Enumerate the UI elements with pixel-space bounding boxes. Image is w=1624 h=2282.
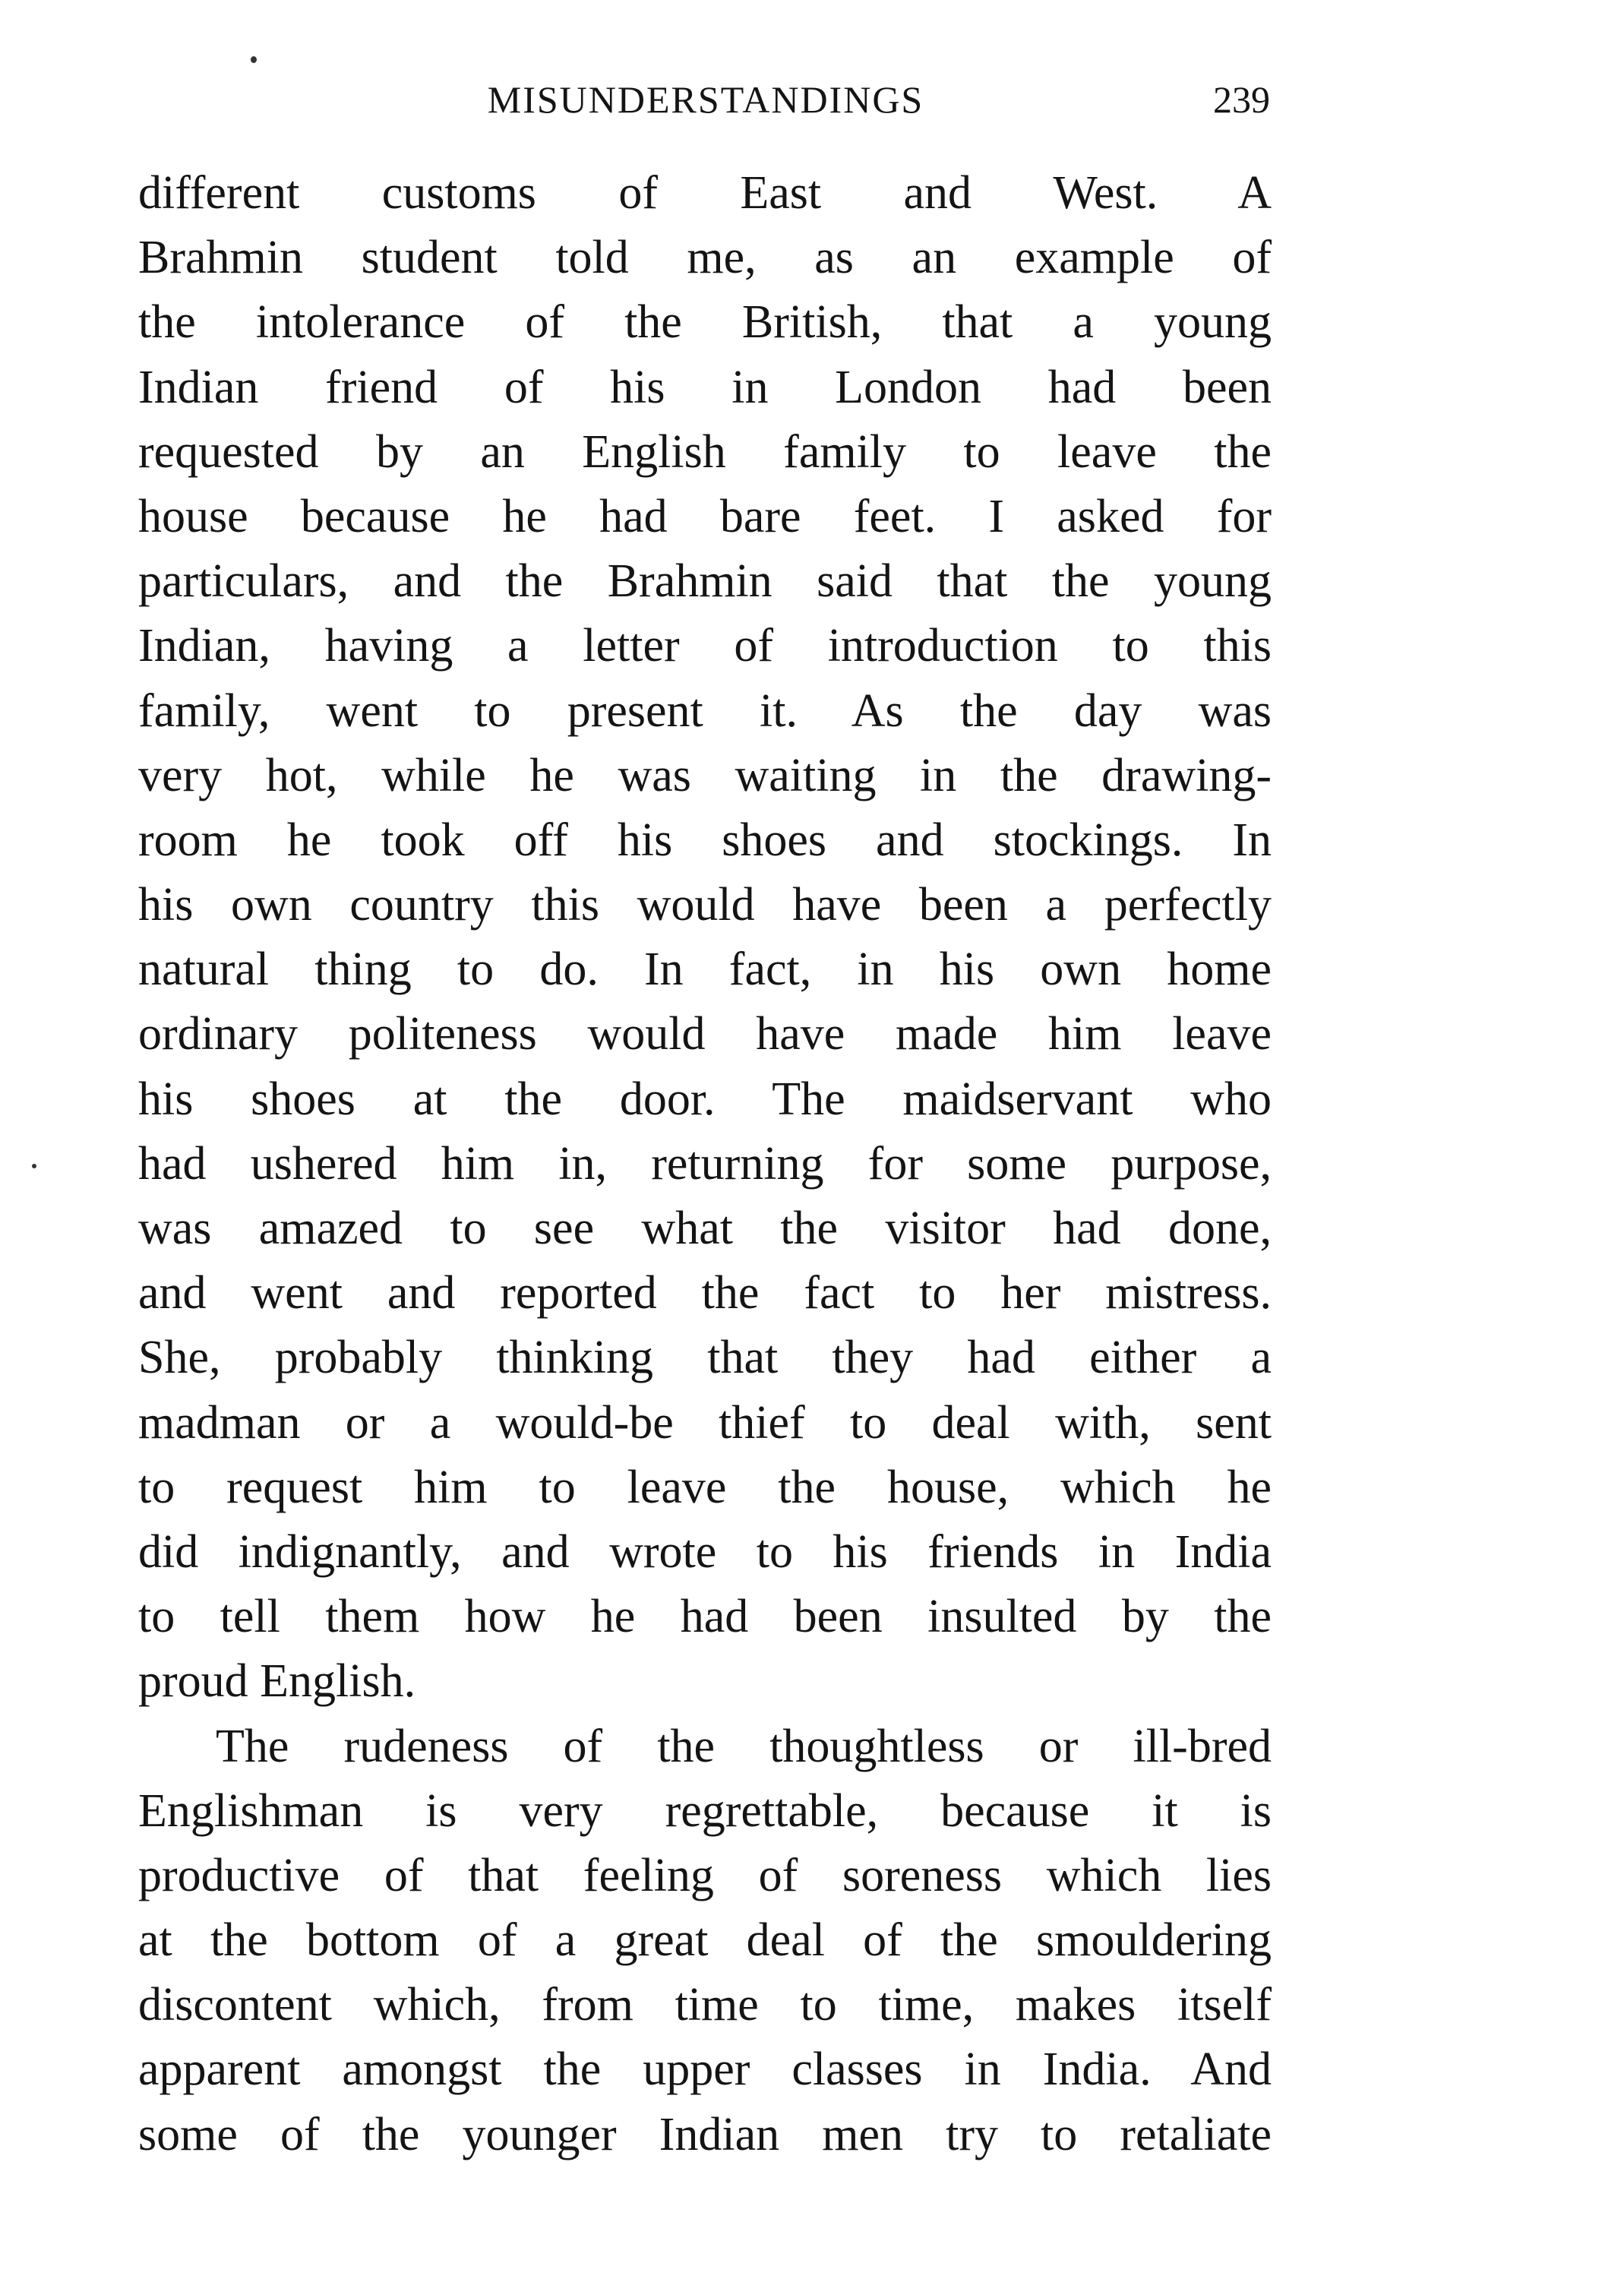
text-line: Indian, having a letter of introduction to this bbox=[138, 620, 1272, 672]
paragraph-2 bbox=[138, 1715, 1272, 2167]
text-line: had ushered him in, returning for some purpose, bbox=[138, 1137, 1272, 1190]
text-line: natural thing to do. In fact, in his own home bbox=[138, 943, 1272, 996]
text-line: requested by an English family to leave the bbox=[138, 425, 1272, 478]
text-line: proud English. bbox=[138, 1655, 416, 1708]
text-line: did indignantly, and wrote to his friends in India bbox=[138, 1525, 1272, 1578]
page-number: 239 bbox=[1213, 78, 1270, 121]
text-line: productive of that feeling of soreness which lies bbox=[138, 1849, 1272, 1901]
text-line: different customs of East and West. A bbox=[138, 167, 1272, 219]
text-line: apparent amongst the upper classes in India. And bbox=[138, 2043, 1272, 2096]
text-line: his own country this would have been a perfectly bbox=[138, 879, 1272, 931]
text-line: Indian friend of his in London had been bbox=[138, 361, 1272, 413]
text-line: Englishman is very regrettable, because it is bbox=[138, 1784, 1272, 1837]
text-line: particulars, and the Brahmin said that the young bbox=[138, 555, 1272, 608]
text-line: his shoes at the door. The maidservant who bbox=[138, 1073, 1272, 1125]
text-line: some of the younger Indian men try to retaliate bbox=[138, 2108, 1272, 2160]
text-line: family, went to present it. As the day was bbox=[138, 684, 1272, 737]
text-line: madman or a would-be thief to deal with, sent bbox=[138, 1396, 1272, 1449]
text-line: and went and reported the fact to her mistress. bbox=[138, 1267, 1272, 1320]
text-line: very hot, while he was waiting in the drawing- bbox=[138, 749, 1272, 801]
text-line: The rudeness of the thoughtless or ill-bred bbox=[216, 1720, 1272, 1772]
text-line: room he took off his shoes and stockings. In bbox=[138, 814, 1272, 866]
text-line: at the bottom of a great deal of the smouldering bbox=[138, 1914, 1272, 1967]
text-line: ordinary politeness would have made him leave bbox=[138, 1008, 1272, 1060]
print-speck bbox=[251, 56, 257, 63]
text-line: discontent which, from time to time, makes itself bbox=[138, 1979, 1272, 2031]
text-line: to request him to leave the house, which he bbox=[138, 1461, 1272, 1513]
text-line: was amazed to see what the visitor had done, bbox=[138, 1203, 1272, 1254]
running-head bbox=[141, 73, 1270, 126]
paragraph-1 bbox=[138, 161, 1272, 1715]
text-line: to tell them how he had been insulted by the bbox=[138, 1591, 1272, 1643]
running-title: MISUNDERSTANDINGS bbox=[487, 78, 924, 121]
body-text bbox=[138, 161, 1272, 2167]
text-line: the intolerance of the British, that a young bbox=[138, 296, 1272, 349]
text-line: She, probably thinking that they had either a bbox=[138, 1332, 1272, 1384]
print-speck bbox=[32, 1164, 36, 1168]
text-line: Brahmin student told me, as an example of bbox=[138, 232, 1272, 284]
text-line: house because he had bare feet. I asked for bbox=[138, 490, 1272, 542]
